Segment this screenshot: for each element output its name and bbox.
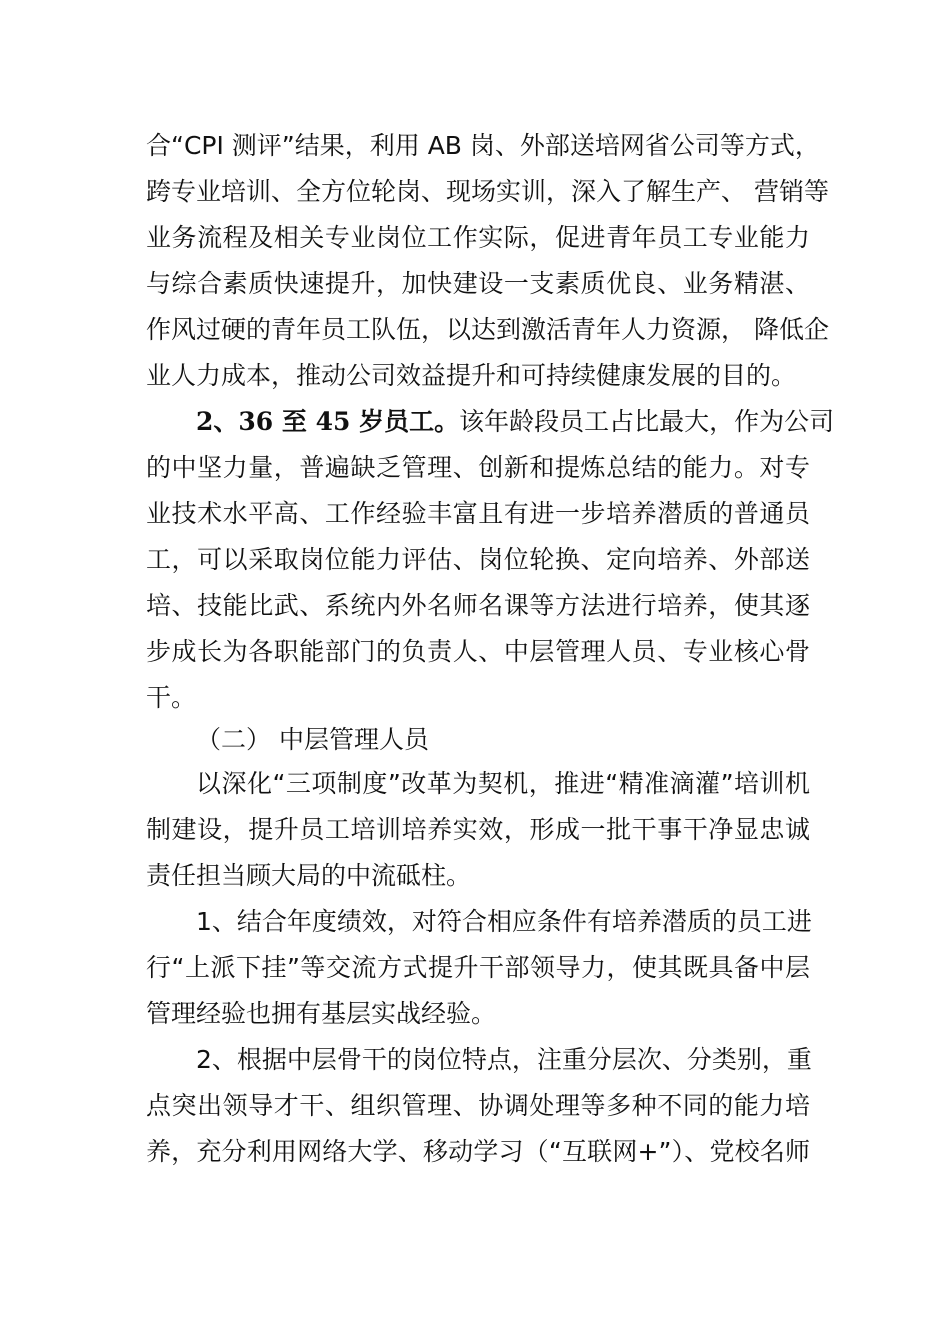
- text-line: 跨专业培训、全方位轮岗、现场实训，深入了解生产、 营销等: [146, 177, 829, 206]
- text-line: 合“CPI 测评”结果，利用 AB 岗、外部送培网省公司等方式，: [146, 131, 820, 160]
- text-line: 的中坚力量，普遍缺乏管理、创新和提炼总结的能力。对专: [146, 453, 810, 482]
- text-line: 行“上派下挂”等交流方式提升干部领导力，使其既具备中层: [146, 953, 810, 982]
- text-line: 责任担当顾大局的中流砥柱。: [146, 861, 472, 890]
- text-line: 与综合素质快速提升，加快建设一支素质优良、业务精湛、: [146, 269, 810, 298]
- text-line: 制建设，提升员工培训培养实效，形成一批干事干净显忠诚: [146, 815, 810, 844]
- text-line: 干。: [146, 683, 197, 712]
- text-line: 业技术水平高、工作经验丰富且有进一步培养潜质的普通员: [146, 499, 810, 528]
- text-line: 业人力成本，推动公司效益提升和可持续健康发展的目的。: [146, 361, 797, 390]
- subheading-middle-management: （二） 中层管理人员: [196, 725, 429, 754]
- text-line: 步成长为各职能部门的负责人、中层管理人员、专业核心骨: [146, 637, 810, 666]
- section-2-heading-rest: 该年龄段员工占比最大，作为公司: [459, 407, 835, 436]
- text-line: 作风过硬的青年员工队伍，以达到激活青年人力资源， 降低企: [146, 315, 829, 344]
- section-2-heading: 2、36 至 45 岁员工。: [196, 407, 460, 436]
- text-line: 培、技能比武、系统内外名师名课等方法进行培养，使其逐: [146, 591, 810, 620]
- text-line: 以深化“三项制度”改革为契机，推进“精准滴灌”培训机: [196, 769, 810, 798]
- item-1-first-line: 1、结合年度绩效，对符合相应条件有培养潜质的员工进: [196, 907, 812, 936]
- text-line: 养，充分利用网络大学、移动学习（“互联网+”）、党校名师: [146, 1137, 810, 1166]
- text-line: 工，可以采取岗位能力评估、岗位轮换、定向培养、外部送: [146, 545, 810, 574]
- text-line: 点突出领导才干、组织管理、协调处理等多种不同的能力培: [146, 1091, 810, 1120]
- text-line: 管理经验也拥有基层实战经验。: [146, 999, 497, 1028]
- item-2-first-line: 2、根据中层骨干的岗位特点，注重分层次、分类别，重: [196, 1045, 812, 1074]
- section-2-first-line: [196, 402, 835, 442]
- text-line: 业务流程及相关专业岗位工作实际，促进青年员工专业能力: [146, 223, 810, 252]
